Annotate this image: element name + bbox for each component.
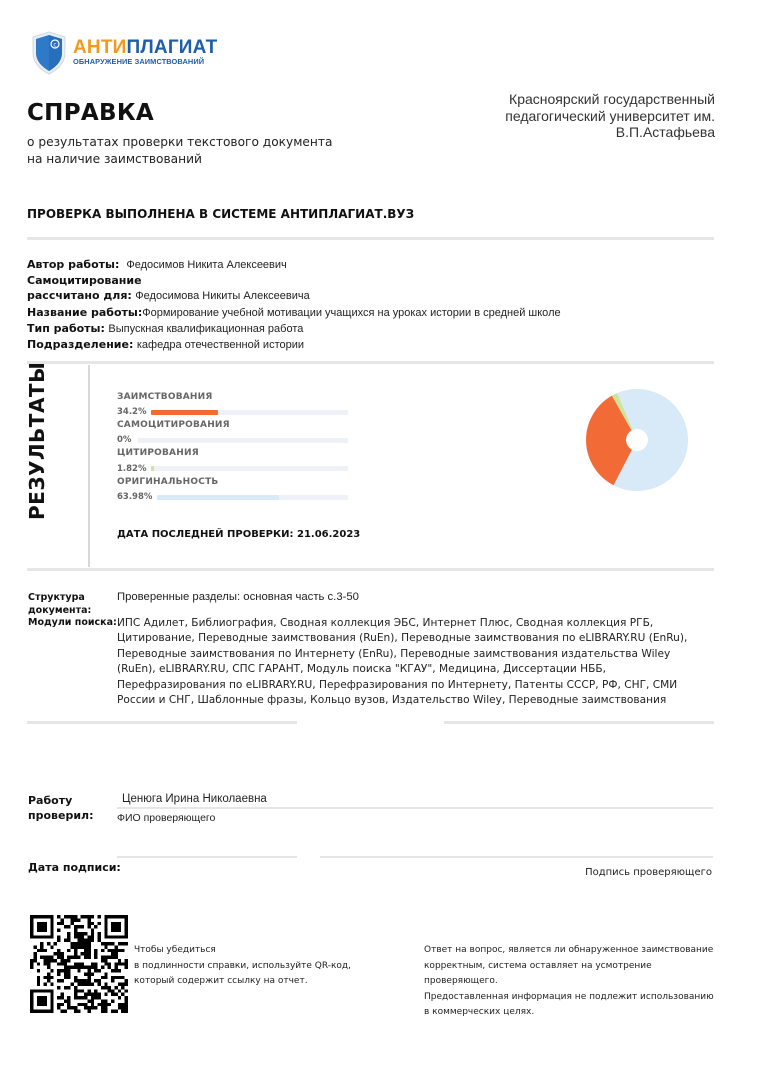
meta-selfcite-for [27, 288, 561, 304]
note-line: в коммерческих целях. [424, 1007, 535, 1017]
page-subtitle [27, 134, 332, 168]
antiplagiat-logo [31, 31, 218, 76]
sign-date-label: Дата подписи: [28, 861, 121, 874]
meta-label: Тип работы: [27, 321, 105, 335]
stat-pct-citation: 1.82% [117, 464, 147, 474]
divider [27, 568, 714, 571]
divider [444, 721, 714, 724]
stat-bar-selfcite [138, 438, 348, 443]
meta-value: кафедра отечественной истории [136, 339, 305, 352]
results-donut-chart [585, 388, 689, 492]
organization-name [505, 91, 715, 141]
divider [27, 361, 714, 364]
meta-label: Подразделение: [27, 338, 134, 352]
meta-value: Федосимова Никиты Алексеевича [135, 290, 310, 303]
stat-pct-originality: 63.98% [117, 492, 153, 502]
stat-bar-fill [151, 410, 218, 415]
stat-bar-originality [157, 495, 348, 500]
subtitle-line: на наличие заимствований [27, 152, 202, 166]
modules-value: ИПС Адилет, Библиография, Сводная коллекция ЭБС, Интернет Плюс, Сводная коллекция РГБ, Цитирование, Переводные заимствования (RuEn), Переводные заимствования по eLIBRARY.RU (EnRu), Переводные заимствования по Интернету (EnRu), Переводные заимствования издательства Wiley (RuEn), eLIBRARY.RU, СПС ГАРАНТ, Модуль поиска "КГАУ", Медицина, Диссертации НББ, Перефразирования по eLIBRARY.RU, Перефразирования по Интернету, Патенты СССР, РФ, СНГ, СМИ России и СНГ, Шаблонные фразы, Кольцо вузов, Издательство Wiley, Переводные заимствования [117, 617, 688, 707]
divider [27, 721, 297, 724]
signature-line [320, 856, 713, 858]
qr-text-line: Чтобы убедиться [134, 945, 216, 955]
org-line: В.П.Астафьева [615, 124, 715, 140]
note-line: Предоставленная информация не подлежит использованию [424, 991, 714, 1002]
signature-caption: Подпись проверяющего [585, 867, 712, 878]
system-line: ПРОВЕРКА ВЫПОЛНЕНА В СИСТЕМЕ АНТИПЛАГИАТ.ВУЗ [27, 207, 415, 221]
modules-label: Модули поиска: [28, 617, 117, 628]
stat-label-borrowing: ЗАИМСТВОВАНИЯ [117, 392, 213, 402]
stat-bar-fill [151, 466, 154, 471]
qr-text-line: в подлинности справки, используйте QR-код, [134, 960, 352, 971]
meta-title [27, 305, 561, 321]
meta-value: Выпускная квалификационная работа [108, 322, 304, 335]
checker-name: Ценюга Ирина Николаевна [122, 793, 267, 805]
meta-label: Автор работы: [27, 258, 120, 271]
meta-type [27, 321, 561, 337]
org-line: Красноярский государственный [509, 91, 715, 107]
subtitle-line: о результатах проверки текстового документа [27, 135, 333, 149]
stat-label-originality: ОРИГИНАЛЬНОСТЬ [117, 477, 219, 487]
structure-label: Структура документа: [28, 592, 92, 616]
qr-instructions [134, 943, 351, 990]
stat-pct-selfcite: 0% [117, 435, 132, 445]
note-line: проверяющего. [424, 976, 498, 986]
meta-author [27, 257, 561, 273]
results-divider [88, 365, 90, 567]
stat-bar-borrowing [151, 410, 348, 415]
stat-label-citation: ЦИТИРОВАНИЯ [117, 448, 199, 458]
disclaimer-note [424, 943, 724, 1021]
document-meta [27, 257, 561, 353]
note-line: Ответ на вопрос, является ли обнаруженное заимствование [424, 945, 714, 955]
org-line: педагогический университет им. [505, 107, 715, 124]
checker-caption: ФИО проверяющего [117, 812, 216, 824]
logo-tagline: ОБНАРУЖЕНИЕ ЗАИМСТВОВАНИЙ [73, 57, 205, 66]
divider [27, 237, 714, 240]
qr-text-line: который содержит ссылку на отчет. [134, 976, 308, 986]
shield-copyright-icon [31, 31, 67, 75]
meta-label: рассчитано для: [27, 289, 132, 303]
last-check-date: ДАТА ПОСЛЕДНЕЙ ПРОВЕРКИ: 21.06.2023 [117, 529, 361, 540]
structure-value: Проверенные разделы: основная часть с.3-50 [117, 591, 359, 603]
checked-by-label: Работу проверил: [28, 794, 94, 822]
meta-label: Название работы: [27, 305, 143, 319]
logo-brand: АНТИПЛАГИАТ [73, 37, 218, 58]
meta-label: Самоцитирование [27, 274, 142, 288]
date-line [117, 856, 297, 858]
checker-name-line [117, 807, 713, 809]
stat-label-selfcite: САМОЦИТИРОВАНИЯ [117, 420, 230, 430]
stat-pct-borrowing: 34.2% [117, 407, 147, 417]
page-title: СПРАВКА [27, 100, 155, 126]
note-line: корректным, система оставляет на усмотрение [424, 960, 652, 971]
results-title: РЕЗУЛЬТАТЫ [25, 361, 49, 520]
svg-text:c: c [53, 41, 57, 49]
qr-code-icon[interactable] [30, 915, 128, 1013]
stat-bar-fill [157, 495, 279, 500]
meta-value: Формирование учебной мотивации учащихся на уроках истории в средней школе [142, 306, 561, 319]
meta-selfcite [27, 273, 561, 288]
stat-bar-citation [151, 466, 348, 471]
meta-value: Федосимов Никита Алексеевич [126, 259, 287, 271]
meta-dept [27, 337, 561, 353]
